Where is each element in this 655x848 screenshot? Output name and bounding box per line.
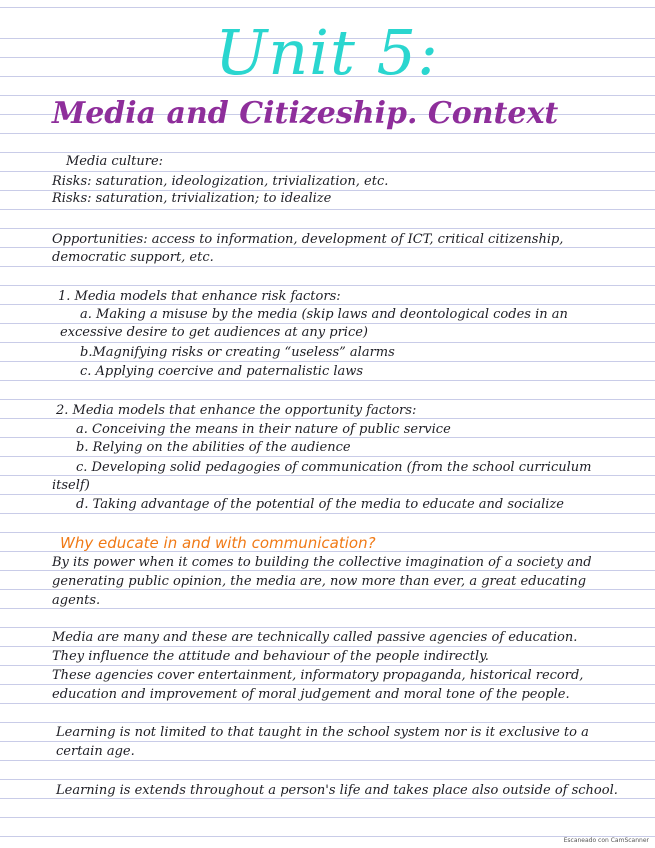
text-line: a. Conceiving the means in their nature of public service — [76, 422, 451, 437]
text-line: These agencies cover entertainment, informatory propaganda, historical record, — [52, 668, 584, 683]
section-heading: Why educate in and with communication? — [60, 534, 376, 552]
text-line: Learning is extends throughout a person's life and takes place also outside of school. — [56, 783, 618, 798]
text-line: education and improvement of moral judgement and moral tone of the people. — [52, 687, 570, 702]
text-line: d. Taking advantage of the potential of the media to educate and socialize — [76, 497, 564, 512]
page-title: Unit 5: — [215, 16, 439, 89]
scanner-watermark: Escaneado con CamScanner — [563, 837, 649, 844]
text-line: Risks: saturation, trivialization; to idealize — [52, 191, 332, 206]
text-line: By its power when it comes to building the collective imagination of a society and — [52, 555, 592, 570]
text-line: b. Relying on the abilities of the audience — [76, 440, 351, 455]
text-line: excessive desire to get audiences at any price) — [60, 325, 369, 340]
text-line: democratic support, etc. — [52, 250, 214, 265]
text-line: agents. — [52, 593, 101, 608]
text-line: Risks: saturation, ideologization, trivialization, etc. — [52, 174, 389, 189]
text-line: certain age. — [56, 744, 135, 759]
text-line: 2. Media models that enhance the opportunity factors: — [56, 403, 417, 418]
notebook-margin-line — [42, 0, 43, 848]
text-line: They influence the attitude and behaviour of the people indirectly. — [52, 649, 489, 664]
text-line: Media culture: — [66, 154, 164, 169]
text-line: generating public opinion, the media are, now more than ever, a great educating — [52, 574, 587, 589]
text-line: itself) — [52, 478, 90, 493]
text-line: Learning is not limited to that taught in the school system nor is it exclusive to a — [56, 725, 589, 740]
text-line: c. Applying coercive and paternalistic laws — [80, 364, 364, 379]
text-line: b.Magnifying risks or creating “useless” alarms — [80, 345, 395, 360]
text-line: Opportunities: access to information, development of ICT, critical citizenship, — [52, 232, 564, 247]
text-line: Media are many and these are technically called passive agencies of education. — [52, 630, 578, 645]
text-line: a. Making a misuse by the media (skip laws and deontological codes in an — [80, 307, 568, 322]
page-subtitle: Media and Citizeship. Context — [52, 96, 559, 131]
text-line: c. Developing solid pedagogies of communication (from the school curriculum — [76, 460, 592, 475]
text-line: 1. Media models that enhance risk factors: — [58, 289, 341, 304]
